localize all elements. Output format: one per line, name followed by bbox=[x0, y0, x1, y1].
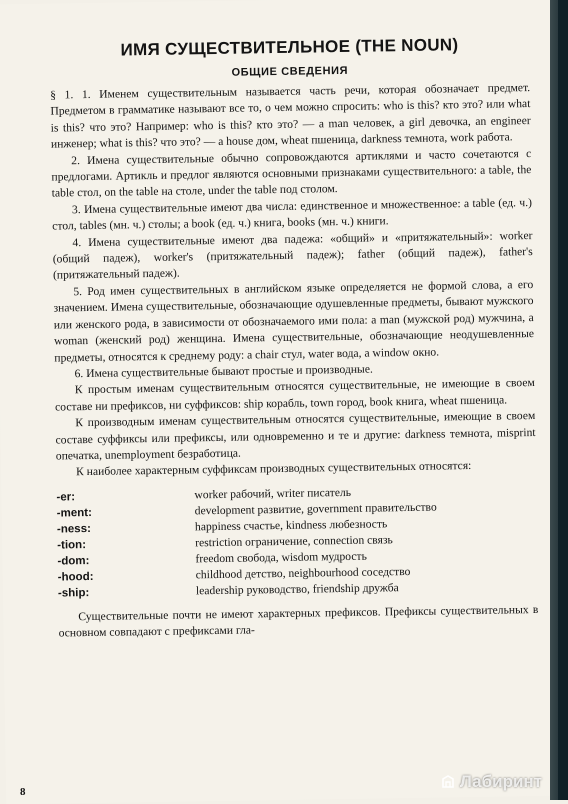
suffix-examples: restriction ограничение, connection связь bbox=[195, 532, 393, 550]
book-cover-edge bbox=[550, 0, 568, 800]
suffix-label: -er: bbox=[56, 490, 76, 504]
paragraph-4: 4. Имена существительные имеют два падежа: «общий» и «притяжательный»: worker (общий падеж), worker's (притяжательный падеж); father (общий падеж), father's (притяжательный падеж). bbox=[52, 228, 533, 283]
closing-paragraph: Существительные почти не имеют характерных префиксов. Префиксы существительных в основном совпадают с префиксами гла- bbox=[58, 602, 539, 640]
suffix-label: -ness: bbox=[56, 522, 91, 536]
suffix-examples: childhood детство, neighbourhood соседство bbox=[195, 564, 411, 582]
paragraph-8: К производным именам существительным относятся существительные, имеющие в своем составе суффиксы или префиксы, или одновременно и те и другие: darkness темнота, misprint опечатка, unemployment безработица. bbox=[55, 409, 536, 463]
suffix-list bbox=[56, 482, 538, 602]
labirint-watermark bbox=[440, 772, 542, 792]
suffix-label: -tion: bbox=[57, 538, 87, 552]
paragraph-2: 2. Имена существительные обычно сопровождаются артиклями и часто сочетаются с предлогами. Артикль и предлог являются основными признаками существительного: a table, the table стол, on the table на столе, under the table под столом. bbox=[51, 146, 532, 200]
page-content bbox=[49, 34, 538, 642]
suffix-label: -ment: bbox=[56, 506, 92, 520]
suffix-examples: leadership руководство, friendship дружба bbox=[195, 580, 399, 598]
suffix-label: -ship: bbox=[57, 586, 90, 600]
suffix-examples: happiness счастье, kindness любезность bbox=[194, 517, 388, 534]
suffix-label: -hood: bbox=[57, 570, 94, 584]
suffix-label: -dom: bbox=[57, 554, 90, 568]
paragraph-5: 5. Род имен существительных в английском языке определяется не формой слова, а его значением. Имена существительные, обозначающие одушевленные предметы, бывают мужского или женского рода, в зависимости от обозначаемого ими пола: a man (мужской род) мужчина, a woman (женский род) женщина. Имена существительные, обозначающие неодушевленные предметы, относятся к среднему роду: a chair стул, water вода, a window окно. bbox=[53, 277, 535, 365]
labirint-logo-icon bbox=[440, 774, 456, 790]
paragraph-7: К простым именам существительным относятся существительные, не имеющие в своем составе ни префиксов, ни суффиксов: ship корабль, town город, book книга, wheat пшеница. bbox=[54, 376, 535, 414]
watermark-text: Лабиринт bbox=[459, 772, 542, 791]
paragraph-6: 6. Имена существительные бывают простые и производные. bbox=[74, 362, 373, 381]
paragraph-3: 3. Имена существительные имеют два числа: единственное и множественное: a table (ед. ч.) стол, tables (мн. ч.) столы; a book (ед. ч.) книга, books (мн. ч.) книги. bbox=[52, 195, 533, 233]
section-subtitle: ОБЩИЕ СВЕДЕНИЯ bbox=[231, 64, 349, 79]
suffix-examples: freedom свобода, wisdom мудрость bbox=[195, 549, 367, 566]
suffix-examples: worker рабочий, writer писатель bbox=[194, 485, 352, 502]
page-title: ИМЯ СУЩЕСТВИТЕЛЬНОЕ (THE NOUN) bbox=[120, 35, 459, 60]
paragraph-9: К наиболее характерным суффиксам производных существительных относятся: bbox=[76, 459, 472, 479]
paragraph-1: § 1. 1. Именем существительным называется часть речи, которая обозначает предмет. Предметом в грамматике называют все то, о чем можно спросить: who is this? кто это? или what is this? что это? Например: who is this? кто это? — a man человек, a girl девочка, an engineer инженер; what is this? что это? — a house дом, wheat пшеница, darkness темнота, work работа. bbox=[50, 81, 531, 151]
page-number: 8 bbox=[20, 786, 26, 798]
suffix-examples: development развитие, government правительство bbox=[194, 500, 437, 518]
